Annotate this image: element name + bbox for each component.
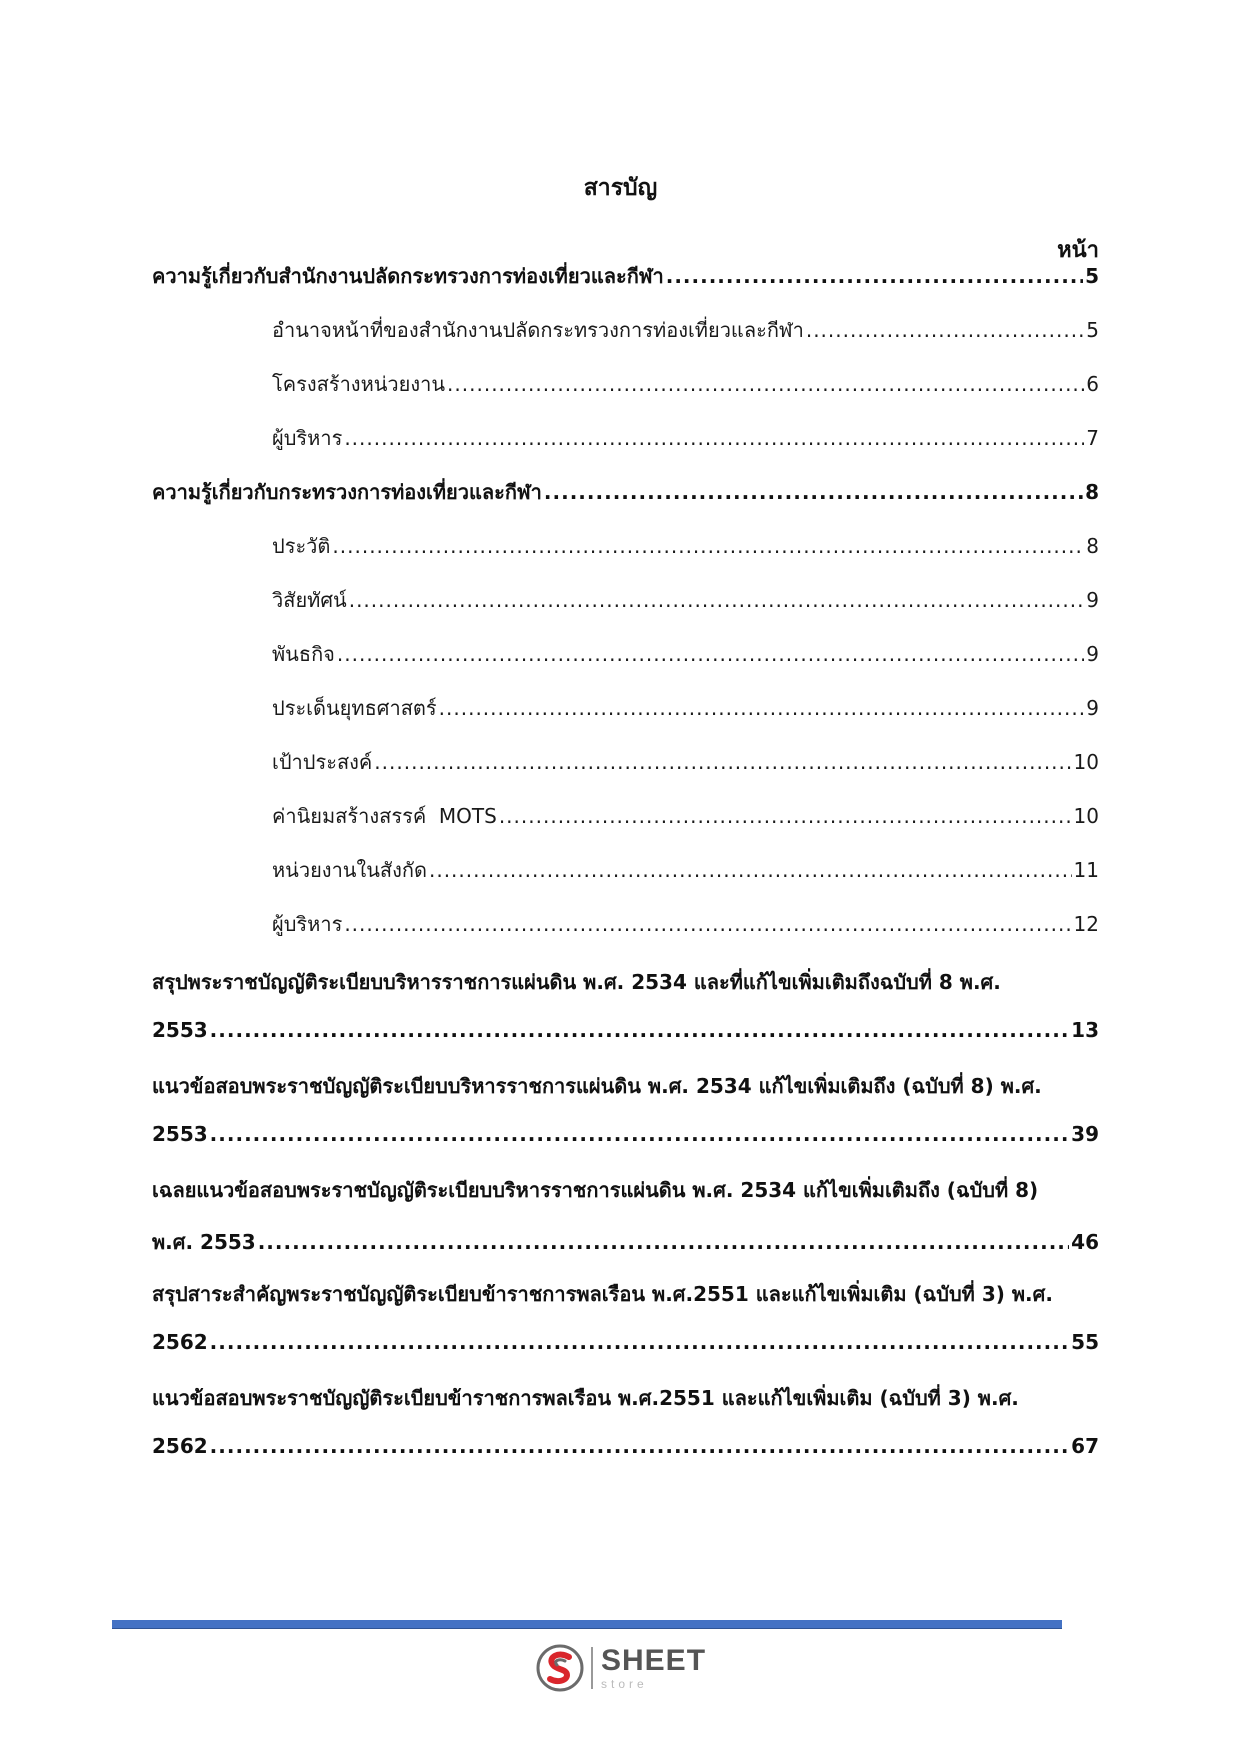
- page-number-column-header: หน้า: [1057, 238, 1099, 263]
- toc-entry-page: 10: [1073, 804, 1099, 828]
- toc-entry-title: เป้าประสงค์: [272, 750, 373, 774]
- toc-entry-wrapped[interactable]: [152, 966, 1099, 1052]
- toc-dot-leader: [210, 1018, 1069, 1042]
- toc-dot-leader: [806, 318, 1084, 342]
- toc-entry-page: 9: [1086, 696, 1099, 720]
- toc-dot-leader: [332, 534, 1084, 558]
- toc-entry-title-line1: สรุปพระราชบัญญัติระเบียบบริหารราชการแผ่นดิน พ.ศ. 2534 และที่แก้ไขเพิ่มเติมถึงฉบับที่ 8 พ.ศ.: [152, 970, 1001, 994]
- toc-dot-leader: [374, 750, 1071, 774]
- toc-entry-page: 67: [1071, 1434, 1099, 1458]
- toc-entry-page: 12: [1073, 912, 1099, 936]
- toc-entry-wrapped[interactable]: [152, 1174, 1099, 1260]
- toc-entry-title: ผู้บริหาร: [272, 912, 343, 936]
- toc-subentry[interactable]: [272, 584, 1099, 616]
- toc-entry-title: ค่านิยมสร้างสรรค์ MOTS: [272, 804, 497, 828]
- toc-entry-wrapped[interactable]: [152, 1070, 1099, 1156]
- toc-dot-leader: [349, 588, 1085, 612]
- toc-entry-title-line2: 2562: [152, 1434, 208, 1458]
- toc-entry-page: 6: [1086, 372, 1099, 396]
- toc-subentry[interactable]: [272, 530, 1099, 562]
- toc-subentry[interactable]: [272, 908, 1099, 940]
- toc-entry-wrapped[interactable]: [152, 1382, 1099, 1468]
- toc-entry-page: 8: [1086, 534, 1099, 558]
- toc-subentry[interactable]: [272, 368, 1099, 400]
- toc-entry-title-line1: สรุปสาระสำคัญพระราชบัญญัติระเบียบข้าราชการพลเรือน พ.ศ.2551 และแก้ไขเพิ่มเติม (ฉบับที่ 3) พ.ศ.: [152, 1282, 1053, 1306]
- toc-entry-title-line2: 2553: [152, 1018, 208, 1042]
- toc-entry-title: โครงสร้างหน่วยงาน: [272, 372, 446, 396]
- toc-entry-title: ความรู้เกี่ยวกับกระทรวงการท่องเที่ยวและกีฬา: [152, 480, 542, 504]
- toc-subentry[interactable]: [272, 692, 1099, 724]
- toc-dot-leader: [429, 858, 1072, 882]
- page-title: สารบัญ: [583, 175, 658, 201]
- toc-entry-title-line2-row: [152, 1434, 1099, 1468]
- toc-subentry[interactable]: [272, 314, 1099, 346]
- toc-subentry[interactable]: [272, 638, 1099, 670]
- toc-entry-page: 55: [1071, 1330, 1099, 1354]
- toc-entry-title: ผู้บริหาร: [272, 426, 343, 450]
- toc-entry-page: 13: [1071, 1018, 1099, 1042]
- toc-dot-leader: [210, 1122, 1069, 1146]
- toc-dot-leader: [337, 642, 1084, 666]
- toc-entry-title-line2-row: [152, 1226, 1099, 1260]
- toc-entry-page: 39: [1071, 1122, 1099, 1146]
- toc-subentry[interactable]: [272, 800, 1099, 832]
- toc-dot-leader: [439, 696, 1085, 720]
- logo-word-sheet: SHEET: [601, 1644, 707, 1677]
- toc-entry-title-line2: พ.ศ. 2553: [152, 1230, 256, 1254]
- toc-entry-title-line2-row: [152, 1018, 1099, 1052]
- toc-dot-leader: [210, 1330, 1069, 1354]
- logo-divider: [591, 1647, 593, 1689]
- logo-wordmark: [601, 1646, 706, 1690]
- toc-entry-title-line2-row: [152, 1330, 1099, 1364]
- toc-entry-page: 46: [1071, 1230, 1099, 1254]
- toc-entry-title-line2: 2553: [152, 1122, 208, 1146]
- toc-entry[interactable]: [152, 476, 1099, 508]
- toc-entry-title: ความรู้เกี่ยวกับสำนักงานปลัดกระทรวงการท่องเที่ยวและกีฬา: [152, 264, 664, 288]
- toc-entry[interactable]: [152, 260, 1099, 292]
- toc-entry-page: 10: [1073, 750, 1099, 774]
- toc-entry-page: 5: [1086, 318, 1099, 342]
- toc-entry-title-line1: เฉลยแนวข้อสอบพระราชบัญญัติระเบียบบริหารราชการแผ่นดิน พ.ศ. 2534 แก้ไขเพิ่มเติมถึง (ฉบับที่ 8): [152, 1178, 1039, 1202]
- logo-word-store: store: [601, 1677, 648, 1691]
- sheet-store-logo[interactable]: [535, 1640, 715, 1696]
- toc-entry-page: 9: [1086, 642, 1099, 666]
- toc-dot-leader: [210, 1434, 1069, 1458]
- toc-entry-title: ประเด็นยุทธศาสตร์: [272, 696, 437, 720]
- toc-subentry[interactable]: [272, 854, 1099, 886]
- toc-entry-title-line1: แนวข้อสอบพระราชบัญญัติระเบียบข้าราชการพลเรือน พ.ศ.2551 และแก้ไขเพิ่มเติม (ฉบับที่ 3) พ.ศ.: [152, 1386, 1019, 1410]
- toc-entry-page: 7: [1086, 426, 1099, 450]
- toc-entry-wrapped[interactable]: [152, 1278, 1099, 1364]
- toc-dot-leader: [447, 372, 1084, 396]
- toc-entry-page: 11: [1073, 858, 1099, 882]
- toc-entry-title: พันธกิจ: [272, 642, 335, 666]
- toc-dot-leader: [544, 480, 1083, 504]
- toc-dot-leader: [499, 804, 1072, 828]
- toc-entry-title-line2: 2562: [152, 1330, 208, 1354]
- toc-entry-title-line1: แนวข้อสอบพระราชบัญญัติระเบียบบริหารราชการแผ่นดิน พ.ศ. 2534 แก้ไขเพิ่มเติมถึง (ฉบับที่ 8) พ.ศ.: [152, 1074, 1042, 1098]
- toc-entry-page: 5: [1085, 264, 1099, 288]
- toc-entry-title-line2-row: [152, 1122, 1099, 1156]
- toc-dot-leader: [258, 1230, 1069, 1254]
- toc-entry-title: ประวัติ: [272, 534, 331, 558]
- toc-dot-leader: [344, 426, 1084, 450]
- toc-dot-leader: [666, 264, 1083, 288]
- sheet-store-logo-mark-icon: [535, 1643, 585, 1693]
- toc-entry-title: หน่วยงานในสังกัด: [272, 858, 427, 882]
- toc-entry-page: 8: [1085, 480, 1099, 504]
- toc-dot-leader: [344, 912, 1071, 936]
- toc-entry-title: อำนาจหน้าที่ของสำนักงานปลัดกระทรวงการท่องเที่ยวและกีฬา: [272, 318, 804, 342]
- toc-subentry[interactable]: [272, 746, 1099, 778]
- toc-entry-title: วิสัยทัศน์: [272, 588, 347, 612]
- toc-subentry[interactable]: [272, 422, 1099, 454]
- toc-entry-page: 9: [1086, 588, 1099, 612]
- footer-rule: [112, 1620, 1062, 1629]
